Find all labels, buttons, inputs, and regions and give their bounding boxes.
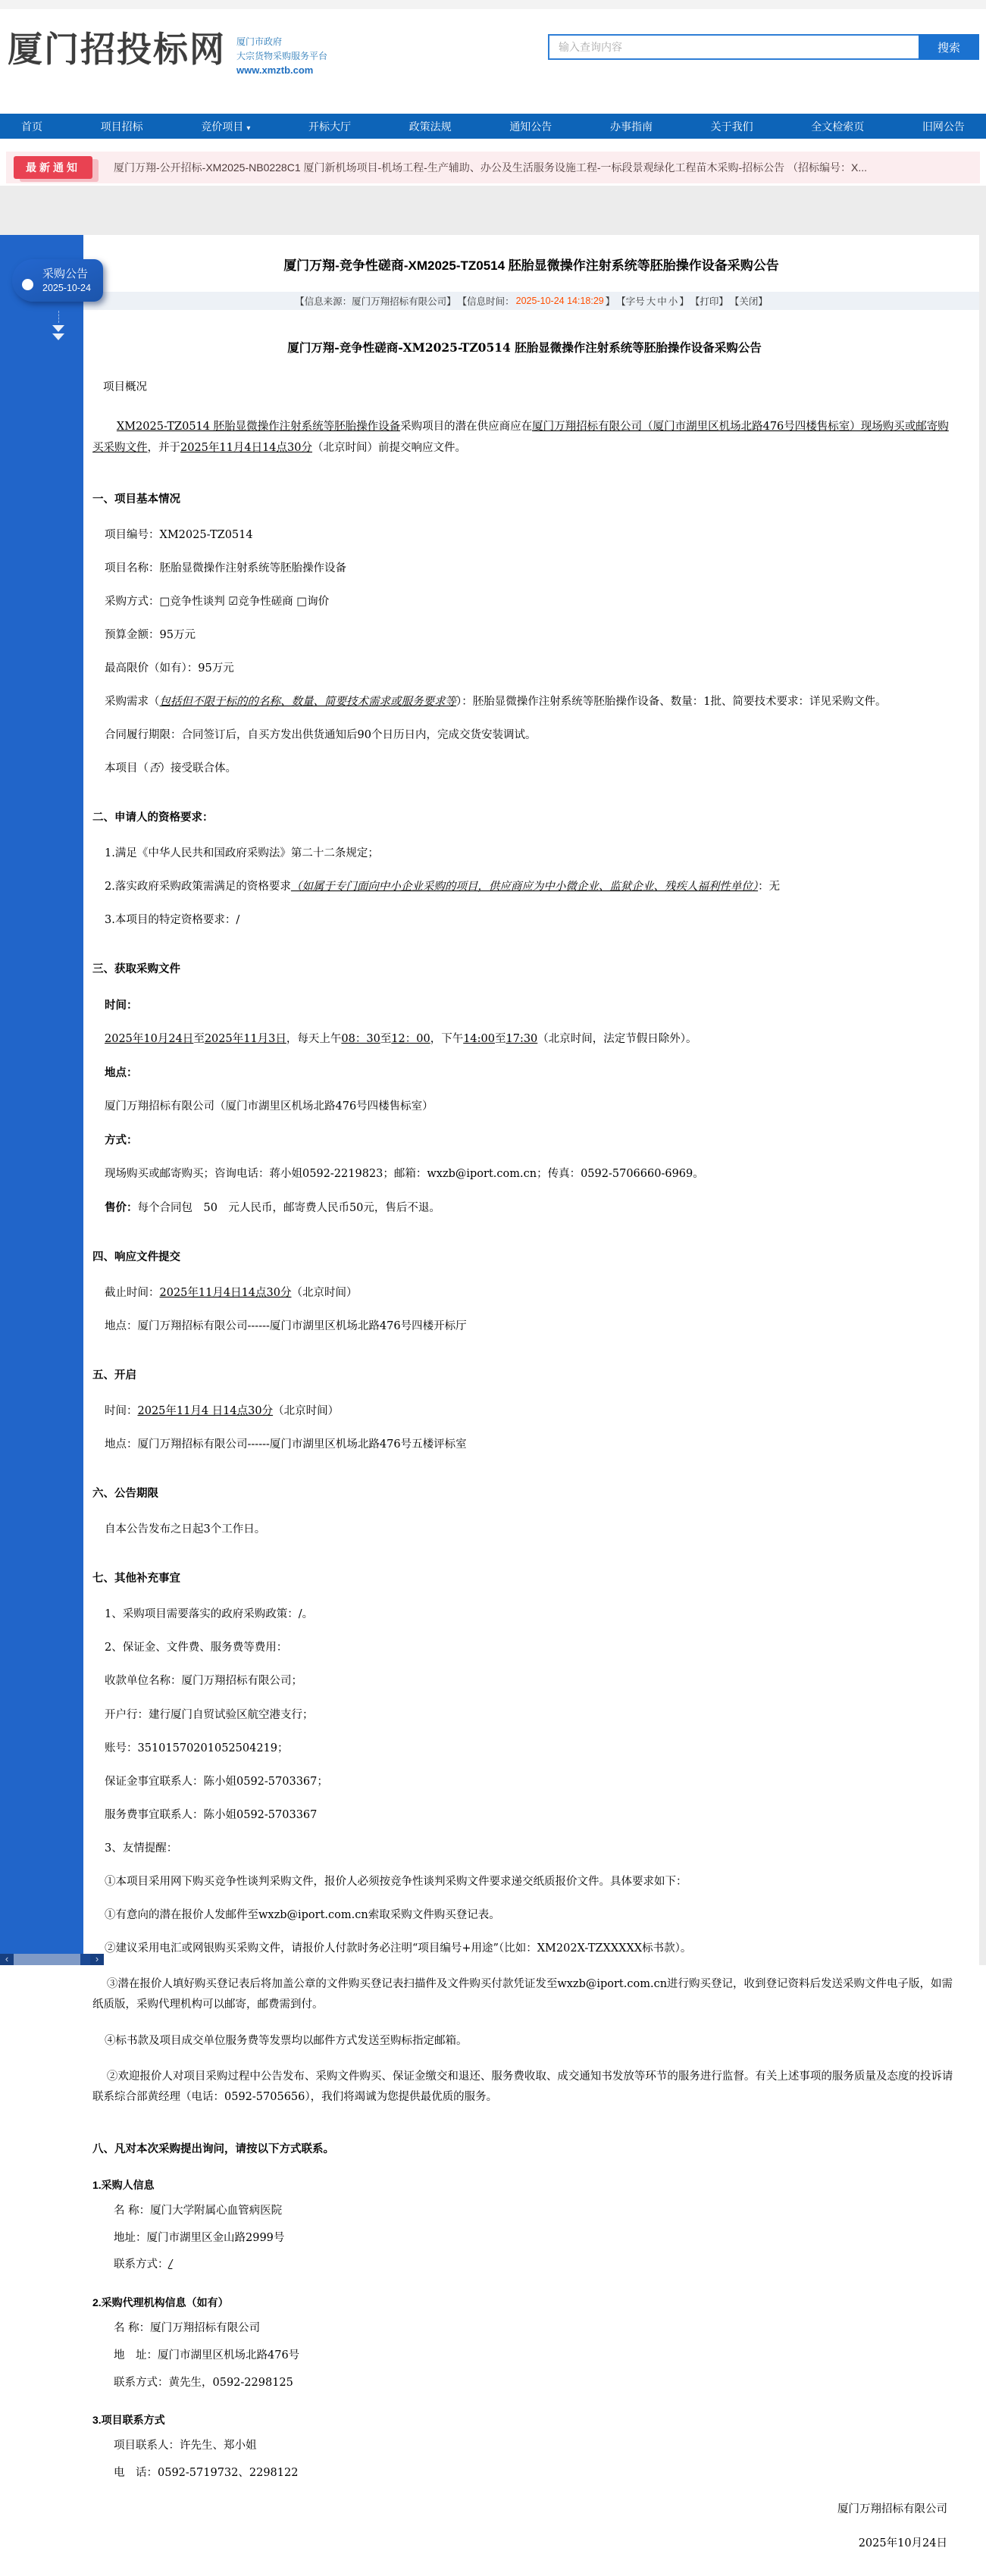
doc-text-segment: 2025年11月3日 — [204, 1033, 286, 1046]
doc-text-segment: 本项目（ — [105, 762, 149, 775]
doc-text-segment: 厦门万翔-竞争性磋商-XM2025-TZ0514 胚胎显微操作注射系统等胚胎操作设备采购公告 — [287, 340, 762, 355]
doc-text-segment: 2.采购代理机构信息（如有） — [92, 2296, 229, 2309]
doc-paragraph — [92, 378, 956, 394]
doc-text-segment: 地点： — [105, 1066, 138, 1080]
doc-text-segment: ①有意向的潜在报价人发邮件至wxzb@iport.com.cn索取采购文件购买登记表。 — [105, 1908, 500, 1921]
nav-item-fulltext-search[interactable]: 全文检索页 — [811, 120, 865, 133]
doc-text-segment: 2025年10月24日 — [858, 2537, 947, 2549]
doc-paragraph — [92, 2067, 956, 2108]
doc-text-segment: 截止时间： — [105, 1287, 160, 1300]
doc-text-segment: 项目联系人：许先生、郑小姐 — [114, 2440, 257, 2452]
doc-paragraph — [92, 1941, 956, 1957]
info-time-suffix: 】 — [605, 296, 615, 307]
scroll-right-button[interactable]: › — [90, 1954, 104, 1965]
doc-text-segment: ③潜在报价人填好购买登记表后将加盖公章的文件购买登记表扫描件及文件购买付款凭证发至wxzb@iport.com.cn进行购买登记，收到登记资料后发送采购文件电子版，如需纸质版，采购代理机构可以邮寄，邮费需到付。 — [92, 1977, 953, 2011]
doc-paragraph — [92, 1607, 956, 1623]
info-bar — [83, 292, 979, 310]
announcement-document — [83, 310, 979, 2576]
doc-text-segment: 包括但不限于标的的名称、数量、简要技术需求或服务要求等 — [159, 696, 456, 709]
doc-text-segment: （北京时间） — [273, 1405, 340, 1418]
doc-paragraph — [92, 1673, 956, 1689]
doc-text-segment: 至 — [380, 1033, 392, 1046]
doc-text-segment: 最高限价（如有）：95万元 — [105, 662, 234, 675]
scroll-down-indicator — [47, 311, 70, 342]
print-button[interactable]: 【打印】 — [690, 296, 728, 307]
scrollbar-thumb[interactable] — [14, 1954, 80, 1965]
doc-paragraph — [92, 1741, 956, 1757]
doc-text-segment: 采购项目的潜在供应商应在 — [400, 421, 533, 433]
scrollbar-track[interactable] — [80, 1954, 90, 1965]
search-input[interactable] — [548, 34, 919, 60]
doc-text-segment: 合同履行期限：合同签订后，自买方发出供货通知后90个日历日内，完成交货安装调试。 — [105, 729, 537, 742]
font-size-label: 【字号 — [616, 296, 645, 307]
doc-text-segment: 采购方式：□竞争性谈判 ☑竞争性磋商 □询价 — [105, 596, 330, 609]
doc-text-segment: 账号：35101570201052504219； — [105, 1742, 289, 1754]
site-logo[interactable]: 厦门招投标网 — [8, 30, 226, 69]
doc-text-segment: （北京时间，法定节假日除外）。 — [537, 1033, 697, 1046]
doc-text-segment: 时间： — [105, 1405, 138, 1418]
doc-paragraph — [92, 912, 956, 928]
page-title: 厦门万翔-竞争性磋商-XM2025-TZ0514 胚胎显微操作注射系统等胚胎操作设备采购公告 — [283, 258, 779, 273]
doc-text-segment: ：无 — [758, 881, 781, 894]
doc-text-segment: 厦门万翔招标有限公司（厦门市湖里区机场北路476号四楼售标室）现场购买或邮寄购买采购文件 — [92, 421, 949, 454]
doc-text-segment: XM2025-TZ0514 胚胎显微操作注射系统等胚胎操作设备 — [116, 421, 401, 433]
font-size-large-button[interactable]: 大 — [646, 296, 656, 307]
doc-paragraph — [92, 879, 956, 895]
doc-paragraph — [92, 1874, 956, 1890]
doc-text-segment: 八、凡对本次采购提出询问，请按以下方式联系。 — [92, 2142, 334, 2155]
doc-text-segment: 六、公告期限 — [92, 1488, 158, 1501]
doc-paragraph — [92, 1166, 956, 1182]
doc-text-segment: ，并于 — [147, 441, 180, 454]
doc-text-segment: 12：00 — [391, 1033, 430, 1046]
doc-paragraph — [92, 1031, 956, 1047]
logo-subtitle — [236, 29, 327, 78]
doc-paragraph — [92, 2257, 956, 2274]
sidebar-horizontal-scrollbar[interactable] — [0, 1954, 104, 1965]
doc-text-segment: 七、其他补充事宜 — [92, 1573, 180, 1585]
nav-item-project-bidding[interactable]: 项目招标 — [100, 120, 143, 133]
doc-subsection-heading — [92, 2177, 956, 2193]
doc-text-segment: 保证金事宜联系人：陈小姐0592-5703367； — [105, 1775, 328, 1788]
doc-text-segment: ④标书款及项目成交单位服务费等发票均以邮件方式发送至购标指定邮箱。 — [105, 2034, 468, 2047]
doc-section-heading — [92, 2140, 956, 2156]
doc-paragraph — [92, 2375, 956, 2392]
doc-paragraph — [92, 761, 956, 777]
doc-text-segment: 预算金额：95万元 — [105, 629, 196, 642]
nav-item-bid-opening-hall[interactable]: 开标大厅 — [308, 120, 351, 133]
doc-text-segment: 自本公告发布之日起3个工作日。 — [105, 1523, 266, 1536]
doc-paragraph — [92, 1707, 956, 1723]
doc-text-segment: （北京时间）前提交响应文件。 — [311, 441, 466, 454]
doc-text-segment: 名 称：厦门万翔招标有限公司 — [114, 2322, 261, 2335]
doc-paragraph — [92, 417, 956, 459]
dashed-line — [58, 311, 59, 323]
doc-text-segment: 地点：厦门万翔招标有限公司------厦门市湖里区机场北路476号五楼评标室 — [105, 1438, 467, 1451]
search-button[interactable]: 搜索 — [919, 34, 979, 60]
doc-text-segment: ②欢迎报价人对项目采购过程中公告发布、采购文件购买、保证金缴交和退还、服务费收取、成交通知书发放等环节的服务进行监督。有关上述事项的服务质量及态度的投诉请联系综合部黄经理（电话：0592-5705656），我们将竭诚为您提供最优质的服务。 — [92, 2070, 953, 2104]
doc-paragraph — [92, 728, 956, 743]
doc-text-segment: （北京时间） — [291, 1287, 358, 1300]
notice-link[interactable]: 厦门万翔-公开招标-XM2025-NB0228C1 厦门新机场项目-机场工程-生产辅助、办公及生活服务设施工程-一标段景观绿化工程苗木采购-招标公告 （招标编号：X... — [114, 161, 868, 174]
doc-text-segment: 至 — [495, 1033, 506, 1046]
doc-text-segment: 否 — [149, 762, 160, 775]
doc-paragraph — [92, 1808, 956, 1823]
logo-block — [8, 29, 327, 78]
doc-text-segment: 1、采购项目需要落实的政府采购政策：/。 — [105, 1608, 314, 1621]
doc-text-segment: 五、开启 — [92, 1369, 136, 1382]
doc-text-segment: 2025年11月4日14点30分 — [180, 441, 312, 454]
doc-paragraph — [92, 1908, 956, 1923]
doc-text-segment: 采购需求（ — [105, 696, 160, 709]
logo-subtitle-line2: 大宗货物采购服务平台 — [236, 50, 328, 61]
doc-paragraph — [92, 2438, 956, 2455]
doc-paragraph — [92, 1640, 956, 1656]
doc-text-segment: （如属于专门面向中小企业采购的项目，供应商应为中小微企业、监狱企业、残疾人福利性单位） — [290, 881, 759, 894]
nav-item-auction-projects[interactable] — [201, 119, 250, 134]
doc-text-segment: 售价： — [105, 1201, 138, 1215]
nav-item-old-site-notices[interactable]: 旧网公告 — [922, 120, 965, 133]
doc-paragraph — [92, 1065, 956, 1081]
doc-footer-line — [92, 2500, 956, 2516]
nav-item-notices[interactable]: 通知公告 — [509, 120, 552, 133]
notice-bar — [6, 152, 980, 183]
doc-text-segment: 四、响应文件提交 — [92, 1251, 180, 1264]
doc-text-segment: 每个合同包 50 元人民币，邮寄费人民币50元，售后不退。 — [137, 1202, 440, 1215]
doc-paragraph — [92, 997, 956, 1014]
main-nav — [0, 114, 986, 139]
chevron-down-icon — [52, 325, 64, 332]
doc-paragraph — [92, 1974, 956, 2016]
doc-paragraph — [92, 2465, 956, 2482]
doc-text-segment: 收款单位名称：厦门万翔招标有限公司； — [105, 1675, 302, 1688]
font-size-small-button[interactable]: 小 — [668, 296, 678, 307]
doc-paragraph — [92, 2203, 956, 2220]
doc-paragraph — [92, 1774, 956, 1790]
latest-notice-badge: 最新通知 — [14, 156, 92, 179]
doc-footer-line — [92, 2534, 956, 2550]
doc-text-segment: 1.采购人信息 — [92, 2178, 155, 2191]
doc-paragraph — [92, 561, 956, 577]
doc-paragraph — [92, 694, 956, 710]
doc-text-segment: 2025年10月24日 — [105, 1033, 194, 1046]
doc-section-heading — [92, 1366, 956, 1382]
doc-paragraph — [92, 594, 956, 610]
doc-subsection-heading — [92, 2412, 956, 2427]
info-time-prefix: 【信息时间： — [457, 296, 515, 307]
doc-paragraph — [92, 1132, 956, 1149]
category-badge[interactable] — [12, 259, 103, 302]
font-size-label-close: 】 — [679, 296, 689, 307]
chevron-down-icon: ▾ — [246, 124, 251, 133]
site-header — [0, 9, 986, 114]
chevron-down-icon — [52, 333, 64, 340]
doc-text-segment: 2025年11月4 日14点30分 — [137, 1405, 274, 1418]
doc-paragraph — [92, 2230, 956, 2247]
doc-paragraph — [92, 2348, 956, 2365]
announcement-card — [83, 235, 979, 2549]
category-label: 采购公告 — [42, 268, 89, 280]
page-top-strip — [0, 0, 986, 9]
doc-section-heading — [92, 1570, 956, 1585]
doc-paragraph — [92, 1319, 956, 1335]
doc-paragraph — [92, 2321, 956, 2337]
doc-text-segment: 地址：厦门市湖里区金山路2999号 — [114, 2231, 285, 2244]
doc-text-segment: 开户行：建行厦门自贸试验区航空港支行； — [105, 1708, 314, 1721]
nav-item-auction-projects-label: 竞价项目 — [201, 120, 244, 133]
doc-text-segment: 项目概况 — [103, 381, 147, 393]
nav-item-guide[interactable]: 办事指南 — [609, 120, 653, 133]
doc-paragraph — [92, 846, 956, 862]
doc-paragraph — [92, 1285, 956, 1301]
doc-section-heading — [92, 1485, 956, 1501]
content-area — [0, 186, 986, 2549]
doc-text-segment: 时间： — [105, 999, 138, 1013]
doc-text-segment: ①本项目采用网下购买竞争性谈判采购文件，报价人必须按竞争性谈判采购文件要求递交纸质报价文件。具体要求如下： — [105, 1875, 687, 1888]
doc-text-segment: 2、保证金、文件费、服务费等费用： — [105, 1642, 288, 1654]
logo-subtitle-line1: 厦门市政府 — [236, 36, 283, 47]
info-source: 【信息来源：厦门万翔招标有限公司】 — [295, 296, 456, 307]
doc-text-segment: 17:30 — [506, 1033, 538, 1046]
nav-item-policies[interactable]: 政策法规 — [408, 120, 452, 133]
doc-text-segment: ）：胚胎显微操作注射系统等胚胎操作设备、数量：1批、简要技术要求：详见采购文件。 — [456, 696, 887, 709]
doc-paragraph — [92, 661, 956, 677]
doc-text-segment: ）接受联合体。 — [159, 762, 236, 775]
font-size-medium-button[interactable]: 中 — [657, 296, 667, 307]
doc-text-segment: 3.本项目的特定资格要求：/ — [105, 914, 240, 927]
doc-text-segment: 2.落实政府采购政策需满足的资格要求 — [105, 881, 291, 894]
doc-text-segment: 3.项目联系方式 — [92, 2414, 165, 2427]
nav-item-home[interactable]: 首页 — [21, 120, 42, 133]
doc-text-segment: 服务费事宜联系人：陈小姐0592-5703367 — [105, 1808, 318, 1821]
bullet-dot-icon — [22, 279, 33, 290]
doc-paragraph — [92, 1841, 956, 1857]
close-button[interactable]: 【关闭】 — [729, 296, 768, 307]
doc-text-segment: 方式： — [105, 1134, 138, 1147]
doc-text-segment: 地点：厦门万翔招标有限公司------厦门市湖里区机场北路476号四楼开标厅 — [105, 1320, 467, 1333]
doc-text-segment: 1.满足《中华人民共和国政府采购法》第二十二条规定； — [105, 847, 379, 860]
doc-text-segment: 项目名称：胚胎显微操作注射系统等胚胎操作设备 — [105, 562, 346, 575]
doc-text-segment: 一、项目基本情况 — [92, 493, 180, 506]
doc-subsection-heading — [92, 2295, 956, 2310]
notice-strip — [0, 139, 986, 186]
doc-section-heading — [92, 809, 956, 825]
doc-text-segment: 现场购买或邮寄购买；咨询电话：蒋小姐0592-2219823；邮箱：wxzb@iport.com.cn；传真：0592-5706660-6969。 — [105, 1168, 704, 1181]
doc-text-segment: 3、友情提醒： — [105, 1842, 178, 1855]
nav-item-about-us[interactable]: 关于我们 — [710, 120, 753, 133]
logo-site-url: www.xmztb.com — [236, 64, 314, 77]
doc-text-segment: 名 称：厦门大学附属心血管病医院 — [114, 2204, 283, 2217]
doc-paragraph — [92, 628, 956, 643]
doc-text-segment: 08：30 — [341, 1033, 380, 1046]
doc-text-segment: 二、申请人的资格要求： — [92, 812, 214, 825]
doc-text-segment: 地 址：厦门市湖里区机场北路476号 — [114, 2349, 300, 2362]
doc-text-segment: 联系方式： — [114, 2258, 169, 2271]
doc-paragraph — [92, 1437, 956, 1453]
doc-text-segment: 14:00 — [463, 1033, 495, 1046]
doc-section-heading — [92, 960, 956, 976]
doc-title — [92, 339, 956, 355]
doc-text-segment: 联系方式：黄先生，0592-2298125 — [114, 2376, 293, 2389]
doc-paragraph — [92, 1522, 956, 1538]
doc-text-segment: 电 话：0592-5719732、2298122 — [114, 2467, 299, 2480]
doc-text-segment: ，每天上午 — [286, 1033, 342, 1046]
doc-text-segment: ②建议采用电汇或网银购买采购文件，请报价人付款时务必注明“项目编号+用途”（比如：XM202X-TZXXXXX标书款）。 — [105, 1942, 692, 1955]
doc-paragraph — [92, 527, 956, 543]
doc-section-heading — [92, 490, 956, 506]
doc-text-segment: 至 — [193, 1033, 205, 1046]
doc-text-segment: 厦门万翔招标有限公司（厦门市湖里区机场北路476号四楼售标室） — [105, 1100, 434, 1113]
scroll-left-button[interactable]: ‹ — [0, 1954, 14, 1965]
info-time-value: 2025-10-24 14:18:29 — [515, 296, 604, 306]
search-bar — [548, 34, 979, 60]
doc-paragraph — [92, 1404, 956, 1419]
doc-paragraph — [92, 1200, 956, 1216]
doc-text-segment: 项目编号：XM2025-TZ0514 — [105, 529, 253, 542]
doc-text-segment: / — [168, 2258, 173, 2271]
doc-text-segment: 厦门万翔招标有限公司 — [837, 2502, 947, 2515]
doc-text-segment: ，下午 — [430, 1033, 464, 1046]
doc-text-segment: 2025年11月4日14点30分 — [159, 1287, 292, 1300]
doc-section-heading — [92, 1248, 956, 1264]
doc-paragraph — [92, 1099, 956, 1115]
doc-text-segment: 三、获取采购文件 — [92, 963, 180, 976]
category-date: 2025-10-24 — [42, 283, 91, 293]
doc-paragraph — [92, 2033, 956, 2049]
